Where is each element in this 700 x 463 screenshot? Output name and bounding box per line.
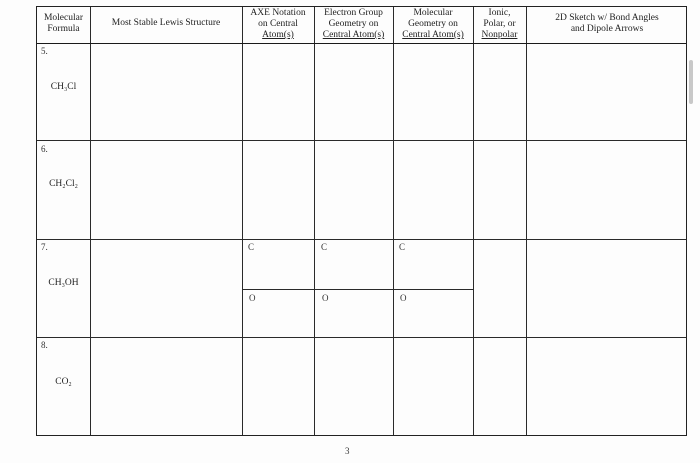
central-atom-label: C — [399, 242, 406, 252]
col-divider — [393, 7, 394, 435]
header-polarity: Ionic, Polar, or Nonpolar — [481, 8, 518, 40]
header-lewis-structure: Most Stable Lewis Structure — [111, 18, 221, 28]
row-divider — [37, 337, 686, 338]
header-axe-notation: AXE Notation on Central Atom(s) — [250, 8, 306, 40]
central-atom-label: O — [322, 293, 329, 303]
row7-split-divider — [242, 289, 473, 290]
row-number: 6. — [41, 144, 48, 154]
header-divider — [37, 43, 686, 44]
scrollbar-thumb[interactable] — [689, 60, 693, 104]
row-divider — [37, 140, 686, 141]
row-number: 7. — [41, 242, 48, 252]
col-divider — [526, 7, 527, 435]
central-atom-label: C — [248, 242, 255, 252]
central-atom-label: O — [400, 293, 407, 303]
header-2d-sketch: 2D Sketch w/ Bond Angles and Dipole Arrows — [555, 13, 659, 34]
molecular-geometry-table — [36, 6, 687, 436]
molecular-formula: CH₃Cl — [50, 82, 77, 92]
header-molecular-formula: Molecular Formula — [43, 13, 84, 34]
central-atom-label: C — [321, 242, 328, 252]
header-molecular-geometry: Molecular Geometry on Central Atom(s) — [402, 8, 464, 40]
page-number: 3 — [345, 446, 350, 456]
central-atom-label: O — [249, 293, 256, 303]
col-divider — [314, 7, 315, 435]
molecular-formula: CO₂ — [55, 377, 72, 387]
header-electron-group-geometry: Electron Group Geometry on Central Atom(s) — [322, 8, 385, 40]
molecular-formula: CH₂Cl₂ — [49, 179, 78, 189]
row-number: 8. — [41, 340, 48, 350]
col-divider — [242, 7, 243, 435]
row-divider — [37, 239, 686, 240]
row-number: 5. — [41, 46, 48, 56]
col-divider — [473, 7, 474, 435]
col-divider — [90, 7, 91, 435]
molecular-formula: CH₃OH — [48, 278, 79, 288]
